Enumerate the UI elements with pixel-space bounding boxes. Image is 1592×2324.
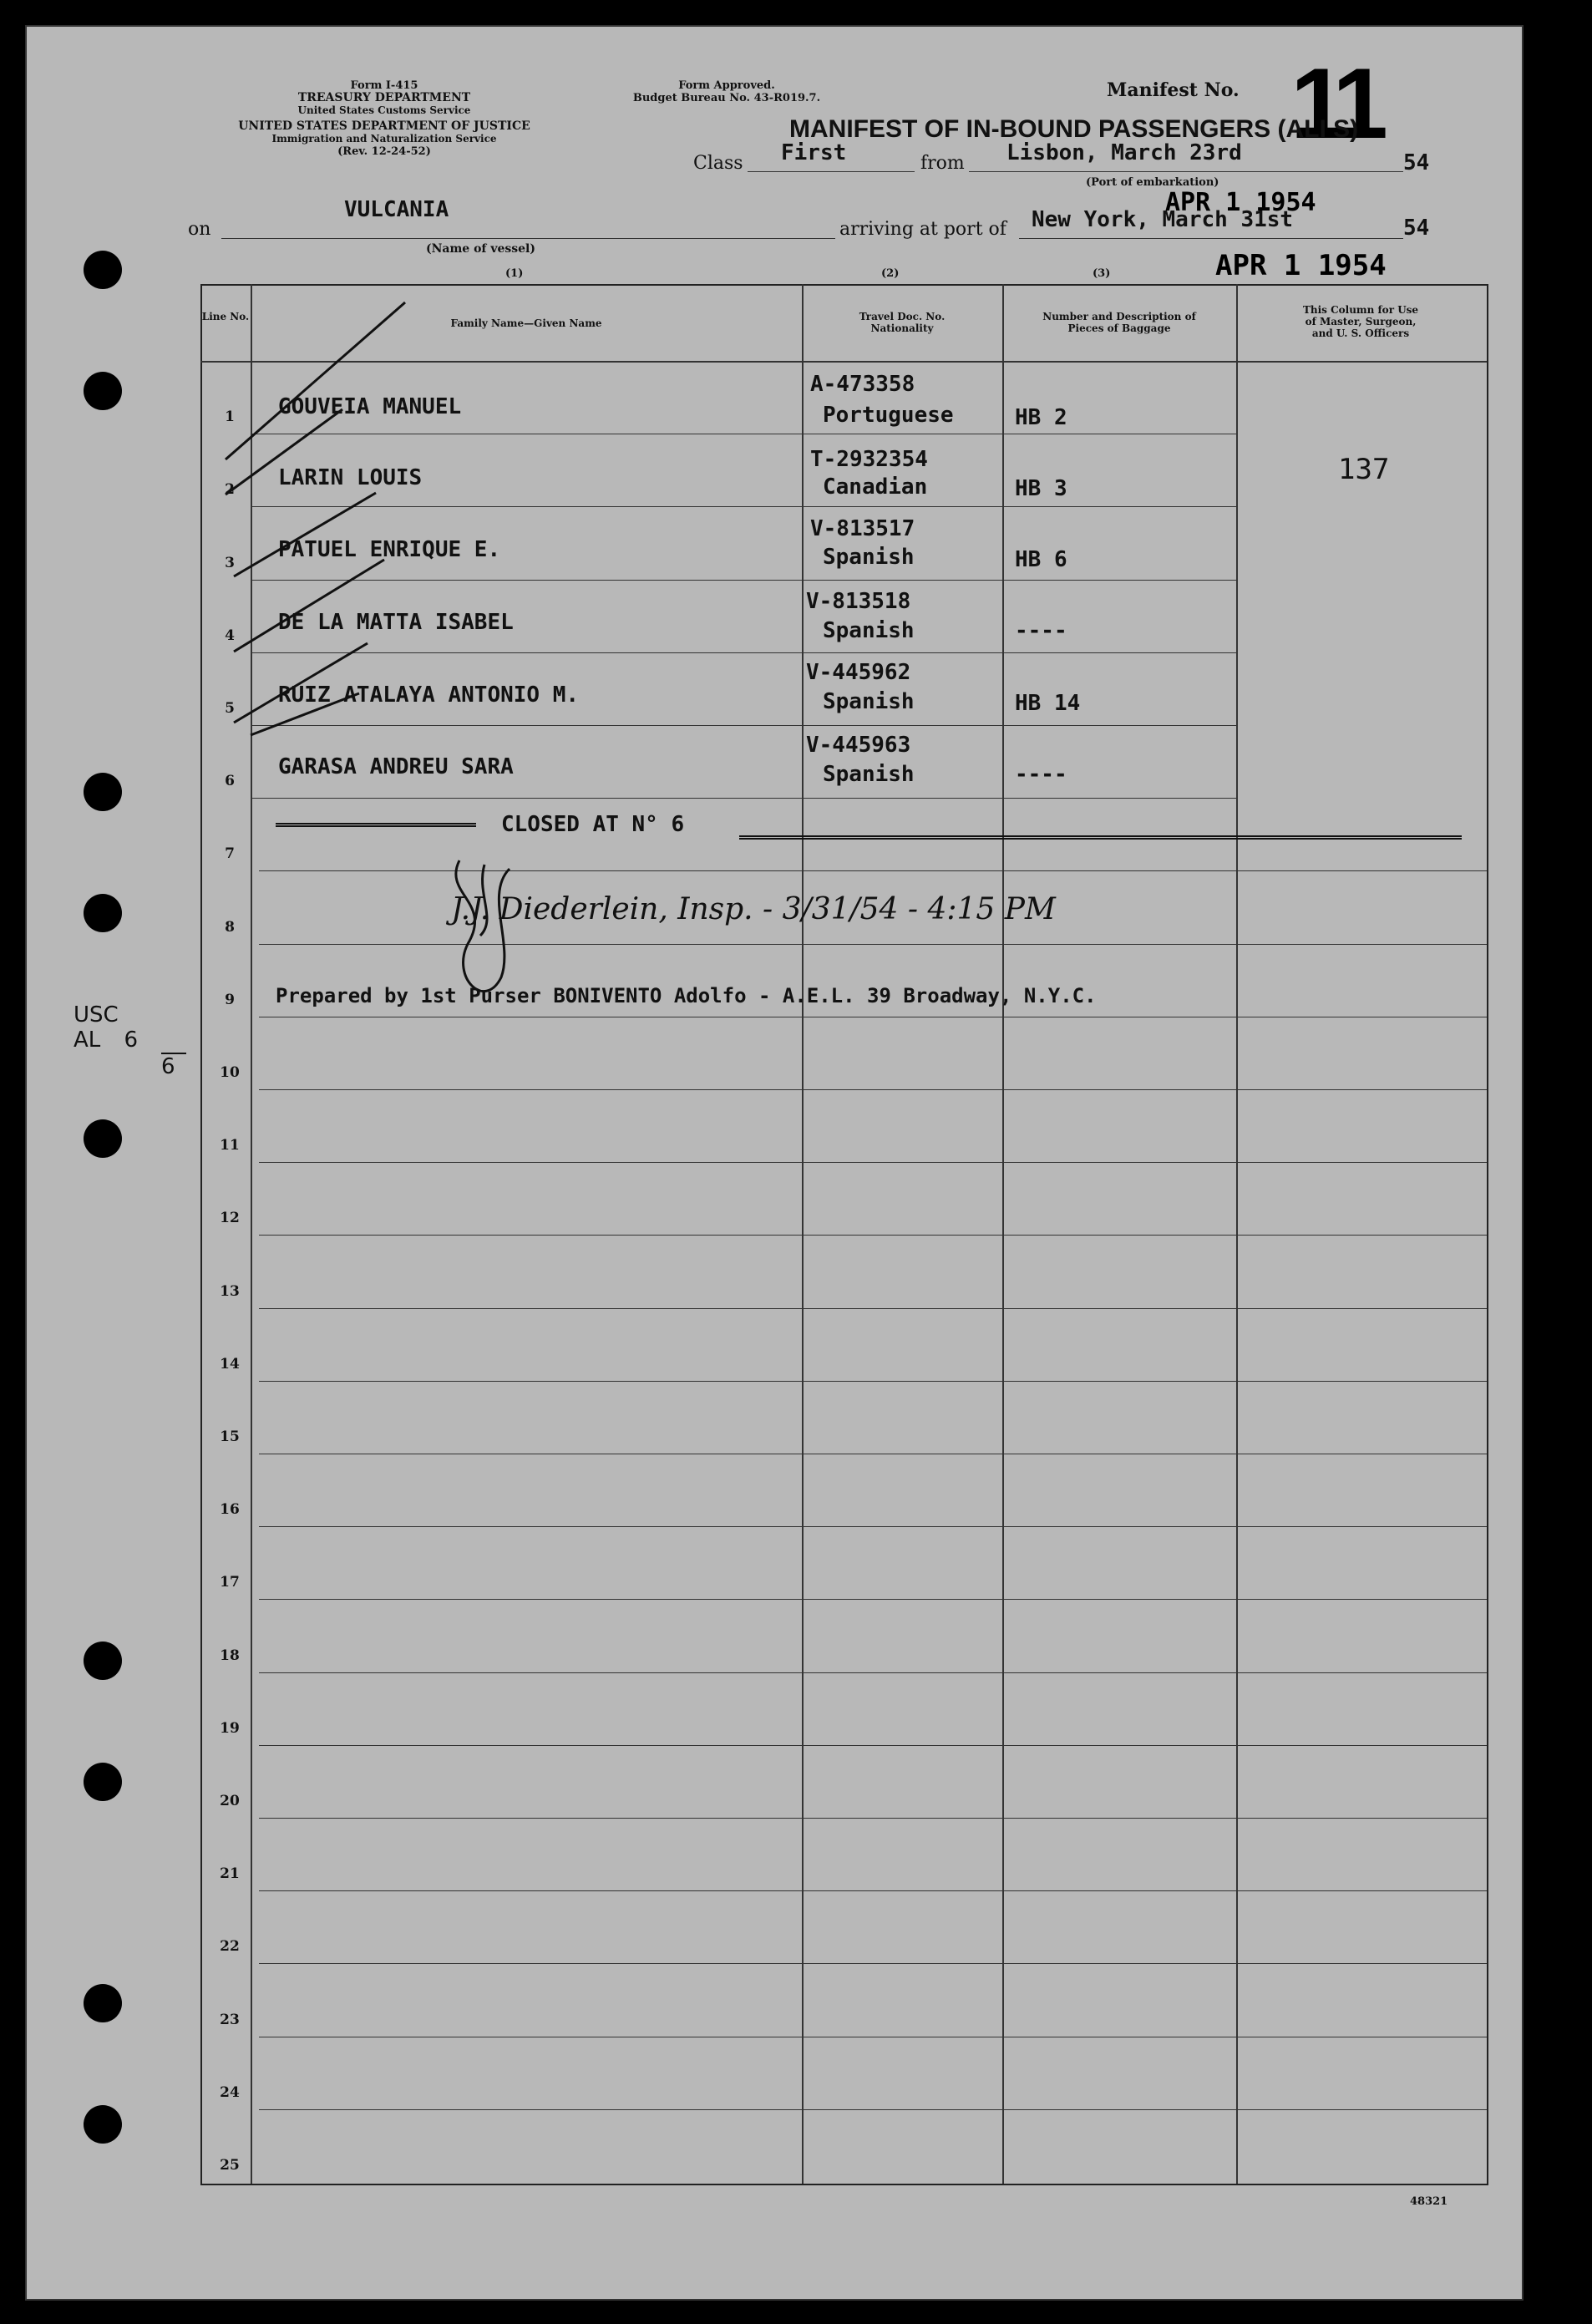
- line-number: 9: [225, 991, 235, 1008]
- row-rule: [259, 1745, 1487, 1746]
- line-number: 2: [225, 481, 235, 499]
- col-num-2: (2): [881, 267, 900, 280]
- passenger-baggage: HB 14: [1015, 691, 1081, 716]
- passenger-doc: T-2932354: [810, 447, 928, 472]
- passenger-doc: V-445962: [806, 660, 911, 685]
- row-rule: [259, 1599, 1487, 1600]
- closed-dash-right: [739, 835, 1462, 840]
- col-header-officers: This Column for Use of Master, Surgeon, and U. S. Officers: [1302, 304, 1419, 339]
- line-number: 13: [220, 1282, 240, 1300]
- passenger-doc: V-813518: [806, 589, 911, 614]
- footer-code: 48321: [1410, 2195, 1448, 2208]
- row-rule: [259, 1381, 1487, 1382]
- line-number: 3: [225, 554, 235, 571]
- line-number: 1: [225, 408, 235, 426]
- class-value: First: [781, 140, 847, 165]
- passenger-baggage: HB 2: [1015, 405, 1067, 430]
- line-number: 11: [220, 1137, 240, 1154]
- passenger-name: GOUVEIA MANUEL: [278, 394, 462, 419]
- form-id-block: Form I-415 TREASURY DEPARTMENT United States Customs Service UNITED STATES DEPARTMENT OF JUSTICE Immigration and Naturalization Service (Rev. 12-24-52): [238, 79, 530, 158]
- col-num-3: (3): [1093, 267, 1111, 280]
- passenger-nationality: Spanish: [823, 545, 915, 570]
- vessel-caption: (Name of vessel): [426, 242, 535, 256]
- from-underline: [969, 171, 1403, 172]
- year-1: 54: [1403, 150, 1430, 175]
- punch-hole: [84, 1119, 122, 1158]
- arrival-underline: [1019, 238, 1403, 239]
- arriving-label: arriving at port of: [839, 219, 1006, 240]
- col-header-baggage: Number and Description of Pieces of Baggage: [1042, 311, 1196, 334]
- passenger-nationality: Spanish: [823, 618, 915, 643]
- row-rule: [259, 1890, 1487, 1891]
- passenger-baggage: HB 3: [1015, 476, 1067, 501]
- check-marks: [217, 292, 434, 777]
- line-number: 18: [220, 1647, 240, 1664]
- col-num-1: (1): [505, 267, 524, 280]
- class-label: Class: [693, 153, 743, 174]
- line-number: 17: [220, 1574, 240, 1591]
- line-number: 20: [220, 1793, 240, 1809]
- row-rule: [259, 1818, 1487, 1819]
- punch-hole: [84, 1984, 122, 2022]
- from-label: from: [920, 153, 965, 174]
- row-rule: [259, 1089, 1487, 1090]
- line-number: 24: [220, 2083, 240, 2101]
- passenger-doc: A-473358: [810, 372, 915, 397]
- line-number: 19: [220, 1719, 240, 1737]
- line-number: 7: [225, 845, 235, 863]
- line-number: 25: [220, 2157, 240, 2174]
- line-number: 6: [225, 773, 235, 790]
- punch-hole: [84, 372, 122, 410]
- col-header-line-no: Line No.: [201, 311, 250, 322]
- col-divider: [1236, 284, 1238, 2184]
- line-number: 12: [220, 1210, 240, 1227]
- passenger-baggage: HB 6: [1015, 547, 1067, 572]
- passenger-name: RUIZ ATALAYA ANTONIO M.: [278, 682, 580, 708]
- punch-hole: [84, 1642, 122, 1680]
- line-number: 22: [220, 1938, 240, 1956]
- row-rule: [259, 1235, 1487, 1236]
- line-number: 8: [225, 918, 235, 936]
- date-stamp-1: APR 1 1954: [1165, 188, 1316, 217]
- passenger-nationality: Spanish: [823, 762, 915, 787]
- row-rule: [259, 1526, 1487, 1527]
- arrival-value: New York, March 31st: [1032, 207, 1294, 232]
- manifest-number: 11: [1290, 48, 1380, 160]
- row-rule: [259, 1308, 1487, 1309]
- year-2: 54: [1403, 216, 1430, 241]
- punch-hole: [84, 894, 122, 932]
- officer-note: 137: [1338, 453, 1390, 486]
- row-rule: [259, 1963, 1487, 1964]
- passenger-doc: V-445963: [806, 733, 911, 758]
- date-stamp-2: APR 1 1954: [1215, 249, 1387, 282]
- line-number: 16: [220, 1501, 240, 1519]
- vessel-underline: [221, 238, 835, 239]
- handwritten-note: J.J. Diederlein, Insp. - 3/31/54 - 4:15 PM: [451, 892, 1056, 926]
- punch-hole: [84, 251, 122, 289]
- margin-note: USC AL 6 6: [74, 1002, 186, 1079]
- col-header-travel-doc: Travel Doc. No. Nationality: [859, 311, 946, 334]
- class-underline: [748, 171, 915, 172]
- punch-hole: [84, 1763, 122, 1801]
- passenger-nationality: Portuguese: [823, 403, 954, 428]
- line-number: 21: [220, 1865, 240, 1883]
- manifest-title: MANIFEST OF IN-BOUND PASSENGERS (ALI S): [789, 115, 1359, 143]
- closed-line: CLOSED AT N° 6: [501, 812, 685, 837]
- passenger-nationality: Canadian: [823, 474, 928, 500]
- vessel-name: VULCANIA: [344, 197, 449, 222]
- row-rule: [259, 1672, 1487, 1673]
- closed-dash-left: [276, 823, 476, 827]
- col-divider: [1002, 284, 1004, 2184]
- passenger-name: DE LA MATTA ISABEL: [278, 610, 514, 635]
- passenger-baggage: ----: [1015, 618, 1067, 643]
- form-approval: Form Approved. Budget Bureau No. 43-R019.7.: [632, 79, 821, 104]
- passenger-name: LARIN LOUIS: [278, 465, 423, 490]
- punch-hole: [84, 773, 122, 811]
- line-number: 5: [225, 700, 235, 717]
- passenger-baggage: ----: [1015, 762, 1067, 787]
- passenger-nationality: Spanish: [823, 689, 915, 714]
- row-rule: [259, 2109, 1487, 2110]
- line-number: 23: [220, 2011, 240, 2028]
- line-number: 4: [225, 627, 235, 644]
- col-header-name: Family Name—Given Name: [450, 317, 602, 329]
- row-rule: [251, 798, 1236, 799]
- port-embark-caption: (Port of embarkation): [1086, 176, 1219, 189]
- passenger-name: GARASA ANDREU SARA: [278, 754, 514, 779]
- passenger-name: PATUEL ENRIQUE E.: [278, 537, 501, 562]
- col-divider: [802, 284, 804, 2184]
- line-number: 15: [220, 1428, 240, 1445]
- passenger-doc: V-813517: [810, 516, 915, 541]
- from-value: Lisbon, March 23rd: [1006, 140, 1242, 165]
- line-number: 14: [220, 1355, 240, 1373]
- row-rule: [259, 1162, 1487, 1163]
- line-number: 10: [220, 1064, 240, 1081]
- prepared-by: Prepared by 1st Purser BONIVENTO Adolfo - A.E.L. 39 Broadway, N.Y.C.: [276, 984, 1097, 1007]
- manifest-label: Manifest No.: [1107, 79, 1240, 101]
- punch-hole: [84, 2105, 122, 2144]
- on-label: on: [188, 219, 211, 240]
